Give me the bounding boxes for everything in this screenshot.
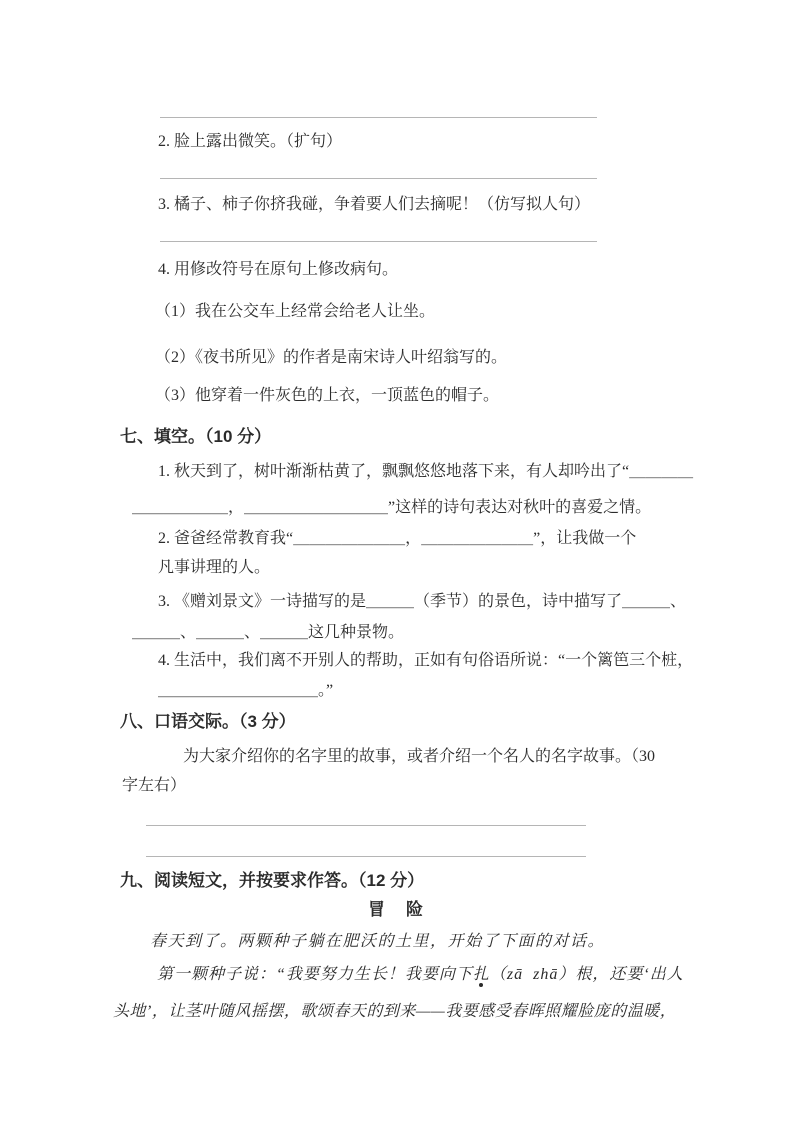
question-4-sub-2: （2）《夜书所见》的作者是南宋诗人叶绍翁写的。 bbox=[155, 349, 508, 366]
passage-paragraph-1: 春天到了。两颗种子躺在肥沃的土里，开始了下面的对话。 bbox=[150, 933, 606, 950]
passage-paragraph-2-line-2: 头地’，让茎叶随风摇摆，歌颂春天的到来——我要感受春晖照耀脸庞的温暖， bbox=[113, 1003, 677, 1020]
section-8-heading: 八、口语交际。（3 分） bbox=[120, 712, 296, 731]
answer-line bbox=[146, 856, 586, 857]
section-8-prompt-line-1: 为大家介绍你的名字里的故事，或者介绍一个名人的名字故事。（30 bbox=[183, 748, 656, 765]
fill-blank-1-line-2: ＿＿＿＿＿＿，＿＿＿＿＿＿＿＿＿”这样的诗句表达对秋叶的喜爱之情。 bbox=[132, 499, 652, 516]
fill-blank-1-line-1: 1. 秋天到了，树叶渐渐枯黄了，飘飘悠悠地落下来，有人却吟出了“＿＿＿＿ bbox=[158, 463, 694, 480]
question-4-correct-sentences: 4. 用修改符号在原句上修改病句。 bbox=[158, 261, 399, 278]
fill-blank-3-line-2: ＿＿＿、＿＿＿、＿＿＿这几种景物。 bbox=[132, 624, 405, 641]
answer-line bbox=[160, 241, 597, 242]
passage-text: 第一颗种子说：“我要努力生长！我要向下 bbox=[157, 966, 473, 983]
question-2-expand-sentence: 2. 脸上露出微笑。（扩句） bbox=[158, 133, 343, 150]
section-7-heading: 七、填空。（10 分） bbox=[120, 427, 272, 446]
question-3-personification: 3. 橘子、柿子你挤我碰，争着要人们去摘呢！（仿写拟人句） bbox=[158, 196, 591, 213]
question-4-sub-1: （1）我在公交车上经常会给老人让坐。 bbox=[155, 303, 436, 320]
fill-blank-4-line-1: 4. 生活中，我们离不开别人的帮助，正如有句俗语所说：“一个篱笆三个桩， bbox=[158, 652, 694, 669]
answer-line bbox=[146, 825, 586, 826]
passage-paragraph-2-line-1 bbox=[157, 964, 684, 986]
answer-line bbox=[160, 117, 597, 118]
fill-blank-2-line-2: 凡事讲理的人。 bbox=[158, 559, 271, 576]
fill-blank-2-line-1: 2. 爸爸经常教育我“＿＿＿＿＿＿＿，＿＿＿＿＿＿＿”，让我做一个 bbox=[158, 530, 637, 547]
question-4-sub-3: （3）他穿着一件灰色的上衣，一顶蓝色的帽子。 bbox=[155, 387, 500, 404]
emphasized-character: 扎 bbox=[472, 966, 490, 983]
answer-line bbox=[160, 178, 597, 179]
passage-title: 冒 险 bbox=[368, 900, 425, 919]
passage-text: （zā zhā）根，还要‘出人 bbox=[489, 966, 684, 983]
fill-blank-3-line-1: 3. 《赠刘景文》一诗描写的是＿＿＿（季节）的景色，诗中描写了＿＿＿、 bbox=[158, 593, 687, 610]
fill-blank-4-line-2: ＿＿＿＿＿＿＿＿＿＿。” bbox=[158, 682, 334, 699]
section-8-prompt-line-2: 字左右） bbox=[122, 777, 187, 794]
section-9-heading: 九、阅读短文，并按要求作答。（12 分） bbox=[120, 871, 425, 890]
